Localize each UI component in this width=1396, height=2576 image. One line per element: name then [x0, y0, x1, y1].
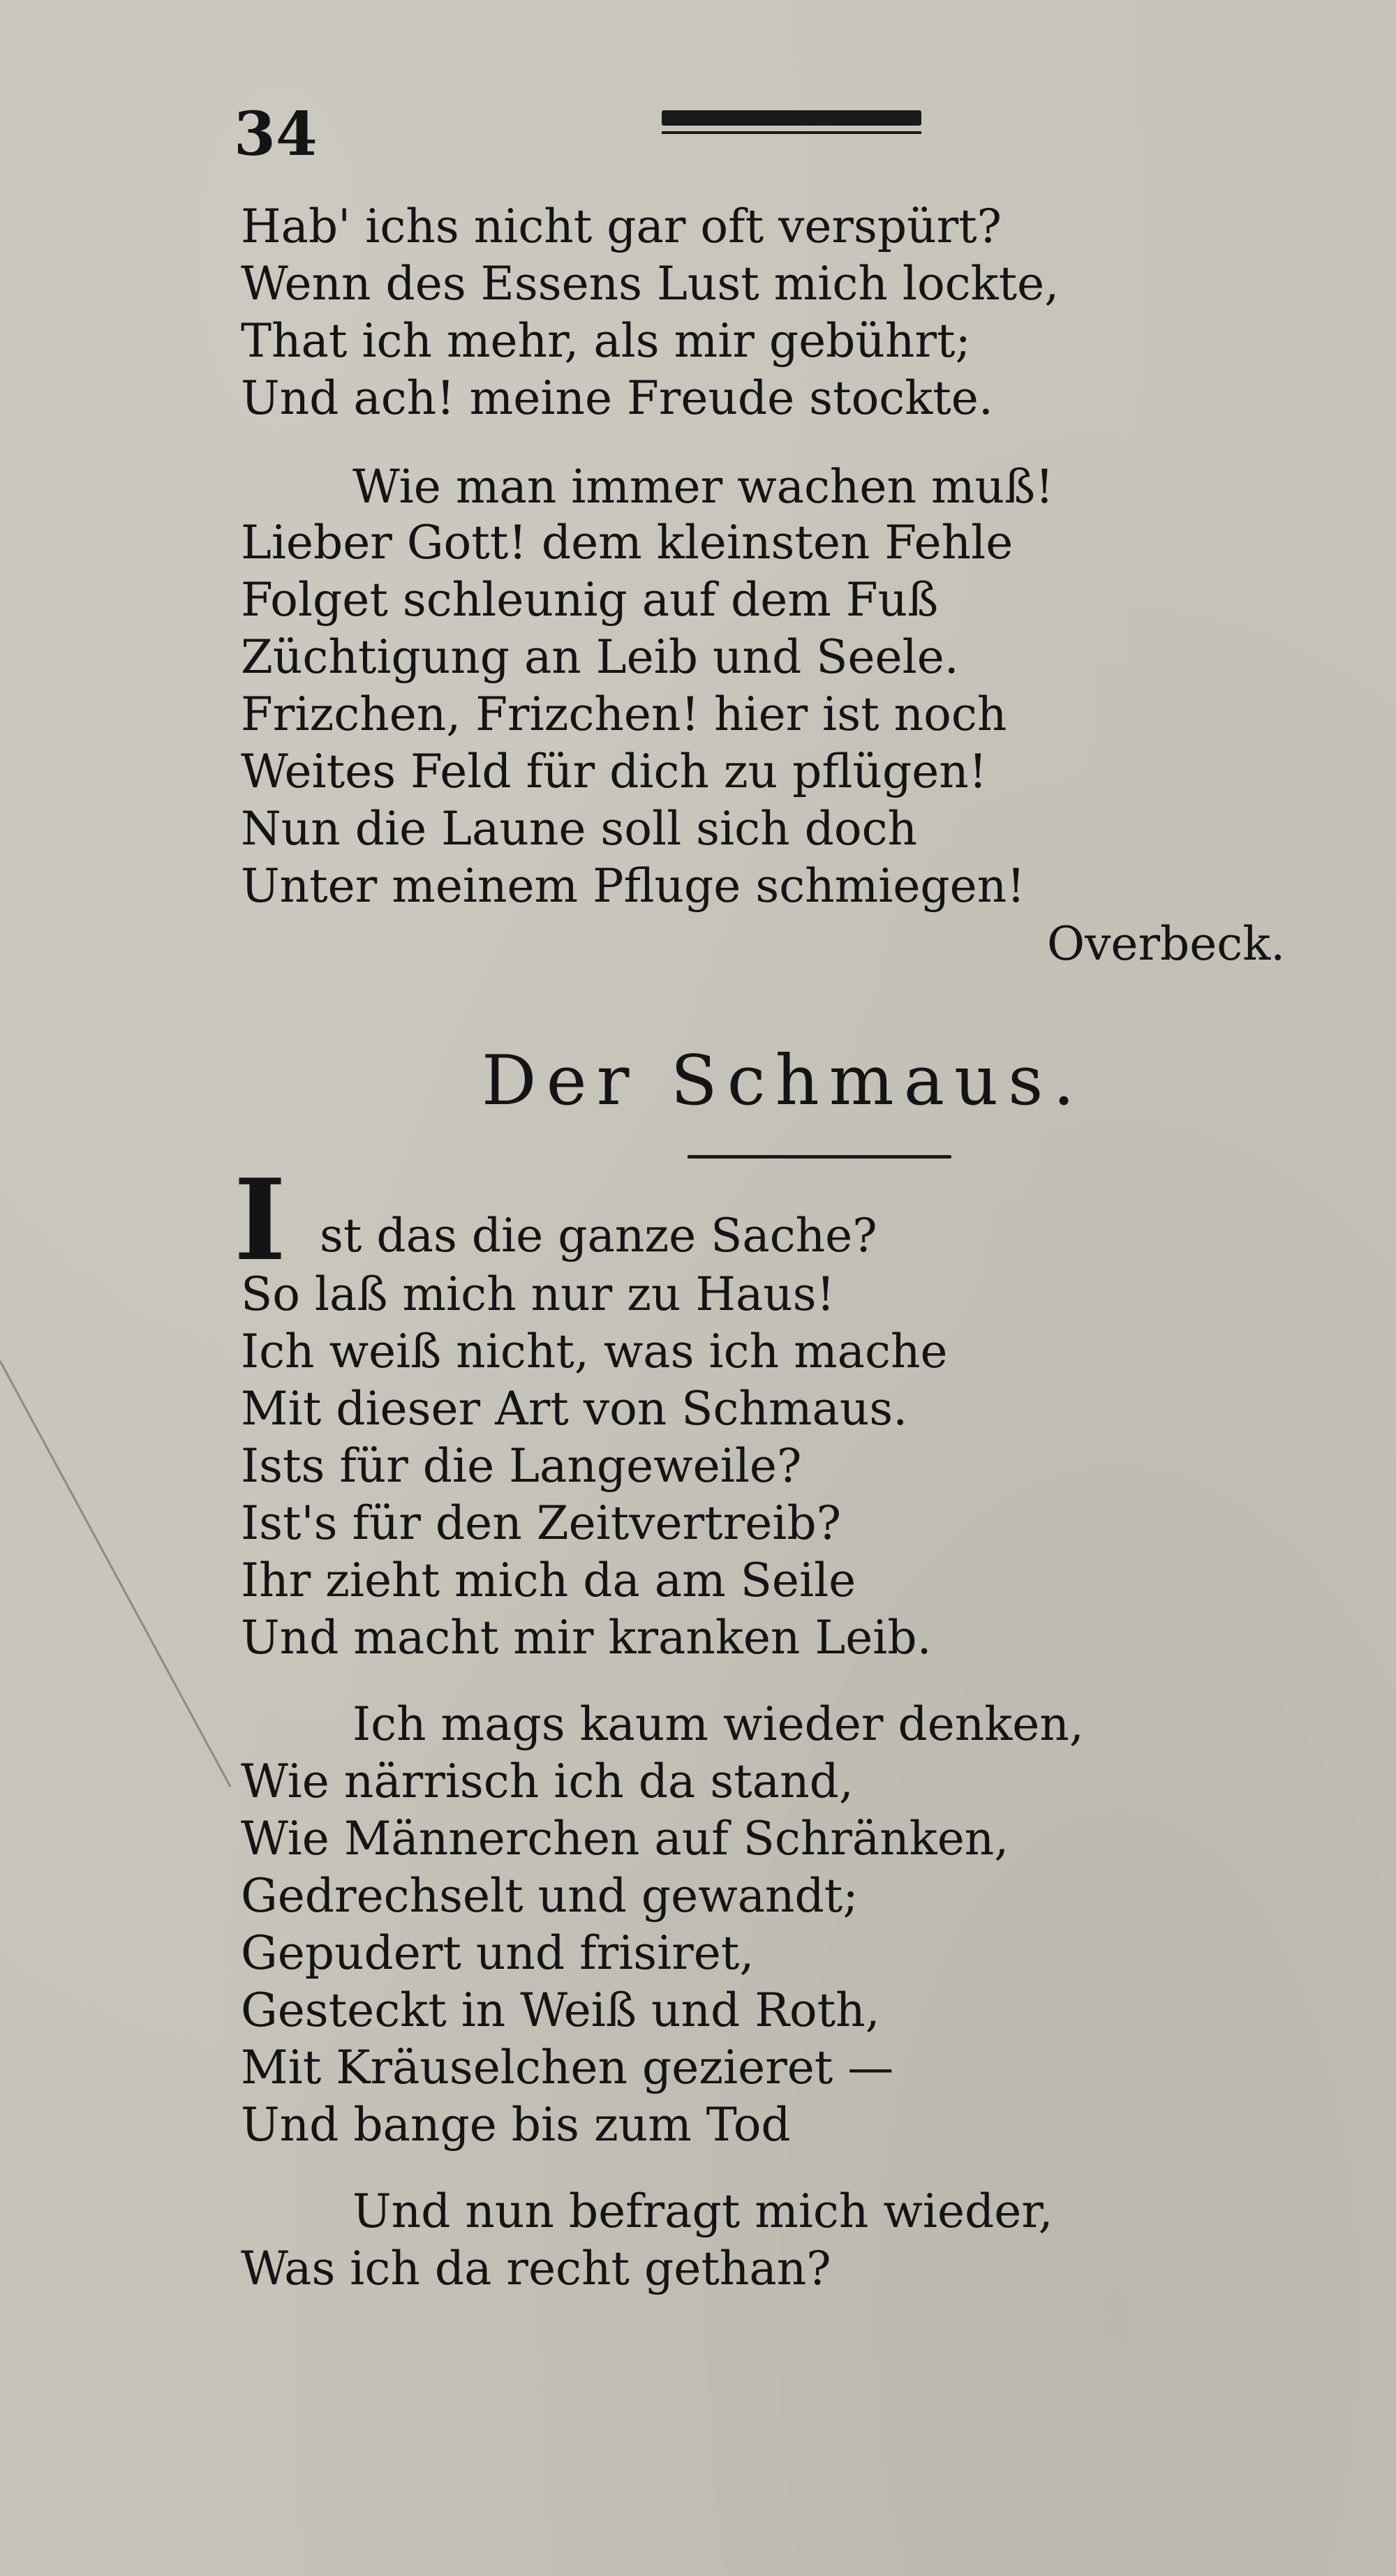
poem-line: Und ach! meine Freude stockte.: [241, 371, 993, 425]
poem-line: Nun die Laune soll sich doch: [241, 802, 918, 856]
poem-line: Wie Männerchen auf Schränken,: [241, 1812, 1009, 1866]
poem-line: Gepudert und frisiret,: [241, 1926, 755, 1980]
poem-line: Wie man immer wachen muß!: [352, 460, 1054, 514]
poem-line: Mit Kräuselchen gezieret —: [241, 2041, 894, 2094]
header-rule: [662, 110, 921, 126]
poem-line: Ihr zieht mich da am Seile: [241, 1554, 856, 1607]
poem-line: Was ich da recht gethan?: [241, 2242, 831, 2295]
poem-line: Gedrechselt und gewandt;: [241, 1869, 859, 1923]
poem-line: Wenn des Essens Lust mich lockte,: [241, 257, 1060, 311]
poem-line: Und bange bis zum Tod: [241, 2098, 791, 2152]
poem-line: So laß mich nur zu Haus!: [241, 1267, 836, 1321]
poem-line: Und nun befragt mich wieder,: [352, 2184, 1053, 2238]
poem-line: Unter meinem Pfluge schmiegen!: [241, 859, 1025, 913]
poem-line: Gesteckt in Weiß und Roth,: [241, 1983, 880, 2037]
drop-cap: I: [234, 1154, 286, 1286]
poem-line: Ich weiß nicht, was ich mache: [241, 1325, 948, 1378]
poem-line: Weites Feld für dich zu pflügen!: [241, 745, 988, 798]
poem-line: st das die ganze Sache?: [320, 1209, 877, 1263]
poem-line: Frizchen, Frizchen! hier ist noch: [241, 687, 1007, 741]
poem-line: Hab' ichs nicht gar oft verspürt?: [241, 200, 1002, 253]
poem-line: Züchtigung an Leib und Seele.: [241, 630, 959, 684]
poem-line: Ist's für den Zeitvertreib?: [241, 1496, 842, 1550]
poem-line: That ich mehr, als mir gebührt;: [241, 314, 971, 368]
poem-line: Mit dieser Art von Schmaus.: [241, 1382, 908, 1436]
author-signature: Overbeck.: [1047, 917, 1286, 971]
poem-line: Ists für die Langeweile?: [241, 1439, 802, 1493]
poem-title: Der Schmaus.: [482, 1041, 1085, 1121]
poem-line: Und macht mir kranken Leib.: [241, 1611, 932, 1665]
poem-line: Folget schleunig auf dem Fuß: [241, 573, 939, 627]
poem-line: Lieber Gott! dem kleinsten Fehle: [241, 516, 1013, 569]
poem-line: Wie närrisch ich da stand,: [241, 1755, 854, 1808]
page-number: 34: [234, 99, 318, 170]
poem-line: Ich mags kaum wieder denken,: [352, 1697, 1084, 1751]
title-rule: [688, 1155, 951, 1159]
